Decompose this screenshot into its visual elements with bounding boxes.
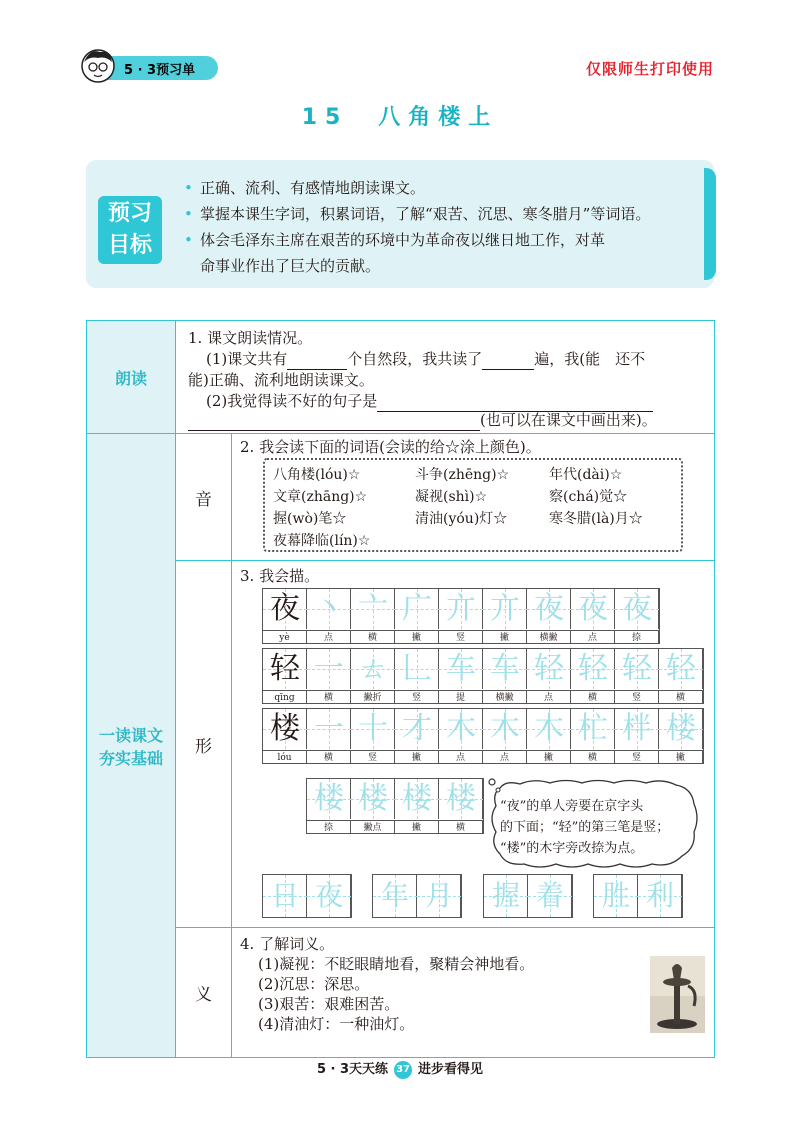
q4-item: (4)清油灯：一种油灯。 [258, 1015, 415, 1033]
copy-cell[interactable]: 着 [528, 875, 572, 917]
stroke-name: 竖 [615, 690, 659, 704]
goal-item: • 体会毛泽东主席在艰苦的环境中为革命夜以继日地工作，对革 [184, 227, 706, 253]
model-char-cell [263, 709, 307, 749]
word-item[interactable]: 握(wò)笔☆ [273, 511, 347, 527]
copy-cell[interactable]: 日 [263, 875, 307, 917]
stroke-name: 横 [351, 630, 395, 644]
label-shape: 形 [195, 736, 212, 757]
word-item[interactable]: 清油(yóu)灯☆ [415, 511, 508, 527]
q4-title: 4. 了解词义。 [240, 935, 335, 953]
q4-item: (3)艰苦：艰难困苦。 [258, 995, 400, 1013]
copy-cell[interactable]: 夜 [307, 875, 351, 917]
stroke-name: 竖 [615, 750, 659, 764]
trace-char: 广 [402, 591, 432, 626]
stroke-name: 撇 [483, 630, 527, 644]
word-item[interactable]: 夜幕降临(lín)☆ [273, 533, 371, 549]
trace-char: 木 [534, 711, 564, 746]
copy-cell[interactable]: 月 [417, 875, 461, 917]
trace-cell[interactable] [659, 709, 703, 749]
stroke-name: 撇点 [351, 820, 395, 834]
trace-cell[interactable] [659, 649, 703, 689]
print-notice: 仅限师生打印使用 [586, 60, 715, 78]
q2-title: 2. 我会读下面的词语(会读的给☆涂上颜色)。 [240, 438, 541, 456]
trace-char: 夜 [622, 591, 652, 626]
q1-line2: 能)正确、流利地朗读课文。 [188, 371, 374, 389]
stroke-name: 横撇 [527, 630, 571, 644]
trace-char: 楼 [358, 781, 388, 816]
trace-cell[interactable] [571, 589, 615, 629]
trace-cell[interactable] [527, 709, 571, 749]
paragraph-count-blank[interactable] [287, 354, 347, 370]
stroke-name: 撇 [527, 750, 571, 764]
stroke-name: 横撇 [483, 690, 527, 704]
trace-char: 车 [446, 651, 476, 686]
footer [0, 1058, 800, 1079]
trace-cell[interactable] [307, 649, 351, 689]
trace-cell[interactable] [483, 649, 527, 689]
trace-char: 杧 [578, 711, 608, 746]
label-sound: 音 [195, 489, 212, 510]
trace-cell[interactable] [351, 589, 395, 629]
stroke-name: 撇 [395, 630, 439, 644]
copy-cell[interactable]: 利 [638, 875, 682, 917]
tracing-grid-qing [262, 648, 704, 704]
trace-char: 一 [314, 651, 344, 686]
trace-char: 柈 [622, 711, 652, 746]
trace-cell[interactable] [571, 649, 615, 689]
sentence-blank-2[interactable] [188, 415, 480, 431]
q1-title: 1. 课文朗读情况。 [188, 329, 313, 347]
trace-cell[interactable] [483, 589, 527, 629]
section-foundation: 一读课文 夯实基础 [87, 434, 175, 1057]
stroke-name: 竖 [351, 750, 395, 764]
trace-char: 夜 [534, 591, 564, 626]
stroke-name: 横 [307, 690, 351, 704]
trace-cell[interactable] [395, 779, 439, 819]
stroke-name: 横 [307, 750, 351, 764]
goals-badge-line1: 预习 [107, 201, 152, 226]
trace-char: 车 [490, 651, 520, 686]
tracing-grid-ye [262, 588, 660, 644]
trace-char: 轻 [534, 651, 564, 686]
trace-cell[interactable] [307, 779, 351, 819]
read-count-blank[interactable] [482, 354, 534, 370]
goals-badge-line2: 目标 [107, 233, 152, 258]
q3-title: 3. 我会描。 [240, 567, 320, 585]
goal-item: • 掌握本课生字词，积累词语，了解“艰苦、沉思、寒冬腊月”等词语。 [184, 201, 706, 227]
stroke-name: 横 [659, 690, 703, 704]
trace-cell[interactable] [307, 709, 351, 749]
copy-cell[interactable]: 年 [373, 875, 417, 917]
trace-cell[interactable] [395, 709, 439, 749]
model-char: 夜 [270, 591, 300, 626]
pinyin-label: yè [263, 630, 307, 644]
stroke-name: 点 [527, 690, 571, 704]
trace-cell[interactable] [615, 649, 659, 689]
trace-cell[interactable] [307, 589, 351, 629]
word-item[interactable]: 凝视(shì)☆ [415, 489, 488, 505]
stroke-name: 点 [483, 750, 527, 764]
trace-char: 轻 [578, 651, 608, 686]
word-item[interactable]: 文章(zhāng)☆ [273, 489, 368, 505]
page-title: 15 八角楼上 [301, 105, 499, 130]
stroke-name: 竖 [439, 630, 483, 644]
model-char-cell [263, 589, 307, 629]
trace-char: 楼 [314, 781, 344, 816]
model-char-cell [263, 649, 307, 689]
goals-badge [98, 196, 162, 264]
trace-cell[interactable] [439, 779, 483, 819]
stroke-name: 点 [571, 630, 615, 644]
reading-label-cell [86, 320, 176, 434]
trace-cell[interactable] [571, 709, 615, 749]
copy-grid-riye [262, 874, 352, 918]
trace-cell[interactable] [527, 649, 571, 689]
tip-text: “夜”的单人旁要在京字头 的下面；“轻”的第三笔是竖； “楼”的木字旁改捺为点。 [500, 799, 670, 856]
oil-lamp-image [650, 956, 705, 1033]
model-char: 楼 [270, 711, 300, 746]
stroke-name: 撇 [395, 820, 439, 834]
trace-char: 十 [358, 711, 388, 746]
word-item[interactable]: 八角楼(lóu)☆ [273, 467, 361, 483]
tracing-grid-lou-cont [306, 778, 484, 834]
copy-grid-nianyue [372, 874, 462, 918]
trace-char: 楼 [446, 781, 476, 816]
trace-char: 𠃊 [402, 651, 432, 686]
page-number: 37 [394, 1061, 412, 1079]
goals-list [184, 175, 706, 279]
stroke-name: 点 [439, 750, 483, 764]
goal-item: • 正确、流利、有感情地朗读课文。 [184, 175, 706, 201]
stroke-name: 捺 [615, 630, 659, 644]
word-item[interactable]: 察(chá)觉☆ [549, 489, 628, 505]
trace-char: 木 [446, 711, 476, 746]
stroke-name: 撇折 [351, 690, 395, 704]
trace-char: 楼 [666, 711, 696, 746]
model-char: 轻 [270, 651, 300, 686]
trace-cell[interactable] [395, 589, 439, 629]
stroke-name: 横 [571, 690, 615, 704]
trace-cell[interactable] [439, 589, 483, 629]
stroke-name: 捺 [307, 820, 351, 834]
trace-char: 亠 [358, 591, 388, 626]
trace-cell[interactable] [439, 709, 483, 749]
trace-char: 一 [314, 711, 344, 746]
copy-grid-shengli [593, 874, 683, 918]
label-meaning: 义 [195, 985, 212, 1005]
copy-grid-wozhe [483, 874, 573, 918]
word-item[interactable]: 斗争(zhēng)☆ [415, 467, 510, 483]
trace-cell[interactable] [615, 709, 659, 749]
trace-cell[interactable] [439, 649, 483, 689]
q1-line4: (也可以在课文中画出来)。 [188, 410, 657, 431]
trace-cell[interactable] [351, 649, 395, 689]
stroke-name: 撇 [659, 750, 703, 764]
trace-char: 才 [402, 711, 432, 746]
q4-item: (1)凝视：不眨眼睛地看，聚精会神地看。 [258, 955, 535, 973]
pinyin-label: qīng [263, 690, 307, 704]
q4-item: (2)沉思：深思。 [258, 975, 370, 993]
stroke-name: 竖 [395, 690, 439, 704]
trace-char: 丶 [314, 591, 344, 626]
tracing-grid-lou [262, 708, 704, 764]
series-label: 5 · 3预习单 [124, 63, 196, 78]
trace-cell[interactable] [395, 649, 439, 689]
word-item[interactable]: 年代(dài)☆ [549, 467, 623, 483]
word-item[interactable]: 寒冬腊(là)月☆ [549, 511, 643, 527]
stroke-name: 撇 [395, 750, 439, 764]
trace-cell[interactable] [483, 709, 527, 749]
trace-char: 夜 [578, 591, 608, 626]
q1-line3: (2)我觉得读不好的句子是 [206, 391, 653, 412]
trace-cell[interactable] [351, 779, 395, 819]
trace-char: ㄊ [358, 651, 388, 686]
footer-right: 进步看得见 [418, 1062, 484, 1077]
trace-char: 轻 [666, 651, 696, 686]
trace-cell[interactable] [527, 589, 571, 629]
stroke-name: 横 [571, 750, 615, 764]
stroke-name: 提 [439, 690, 483, 704]
goal-item-continued: 命事业作出了巨大的贡献。 [200, 257, 381, 275]
copy-cell[interactable]: 握 [484, 875, 528, 917]
stroke-name: 点 [307, 630, 351, 644]
foundation-label-cell [86, 433, 176, 1058]
stroke-name: 横 [439, 820, 483, 834]
trace-cell[interactable] [615, 589, 659, 629]
pinyin-label: lóu [263, 750, 307, 764]
q1-line1: (1)课文共有 个自然段，我共读了 遍，我(能 还不 [206, 350, 646, 368]
mascot-icon [80, 46, 116, 84]
word-list-box [263, 458, 683, 552]
trace-char: 亣 [446, 591, 476, 626]
trace-char: 楼 [402, 781, 432, 816]
section-reading: 朗读 [87, 321, 175, 433]
footer-left: 5 · 3天天练 [316, 1062, 389, 1077]
copy-cell[interactable]: 胜 [594, 875, 638, 917]
trace-char: 木 [490, 711, 520, 746]
trace-char: 轻 [622, 651, 652, 686]
trace-char: 亣 [490, 591, 520, 626]
trace-cell[interactable] [351, 709, 395, 749]
